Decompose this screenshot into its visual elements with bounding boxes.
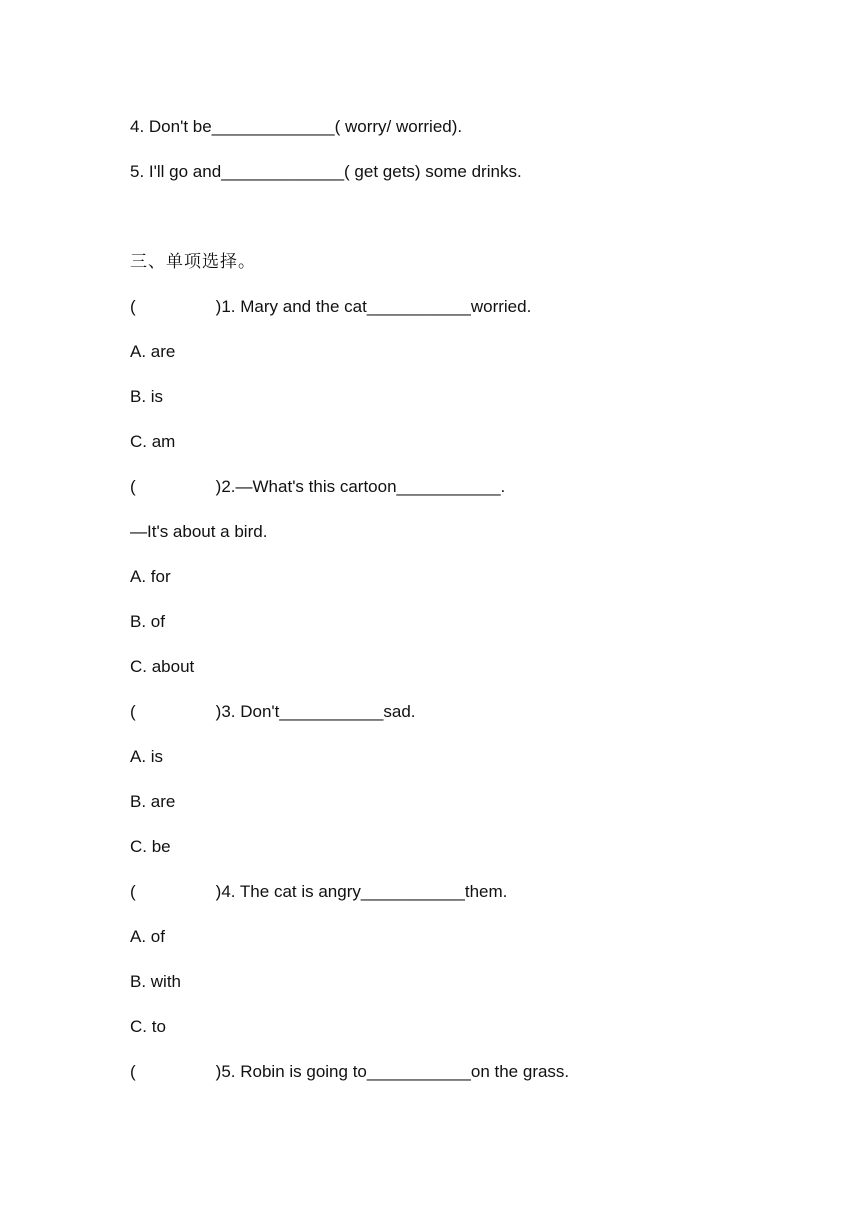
- question-4-option-c: C. to: [130, 1017, 166, 1036]
- question-4-option-a: A. of: [130, 927, 165, 946]
- question-5-text: )5. Robin is going to___________on the grass.: [215, 1062, 570, 1081]
- question-3-text: )3. Don't___________sad.: [215, 702, 416, 721]
- question-1-option-c: C. am: [130, 432, 176, 451]
- answer-paren-open: (: [130, 297, 136, 316]
- question-1-option-a: A. are: [130, 342, 176, 361]
- question-1-option-b: B. is: [130, 387, 164, 406]
- answer-paren-open: (: [130, 1062, 136, 1081]
- fill-in-item-4: 4. Don't be_____________( worry/ worried).: [130, 117, 463, 136]
- question-1-text: )1. Mary and the cat___________worried.: [215, 297, 532, 316]
- question-3-option-c: C. be: [130, 837, 171, 856]
- answer-paren-open: (: [130, 702, 136, 721]
- question-4-option-b: B. with: [130, 972, 182, 991]
- question-2-stem: [130, 476, 505, 498]
- question-3-stem: [130, 701, 416, 723]
- section-heading: 三、单项选择。: [130, 252, 256, 272]
- answer-paren-open: (: [130, 477, 136, 496]
- question-5-stem: [130, 1061, 569, 1083]
- answer-paren-open: (: [130, 882, 136, 901]
- question-1-stem: [130, 296, 531, 318]
- question-4-text: )4. The cat is angry___________them.: [215, 882, 508, 901]
- question-2-reply: —It's about a bird.: [130, 522, 268, 541]
- question-2-option-a: A. for: [130, 567, 171, 586]
- question-3-option-b: B. are: [130, 792, 176, 811]
- question-2-option-c: C. about: [130, 657, 195, 676]
- question-4-stem: [130, 881, 507, 903]
- fill-in-item-5: 5. I'll go and_____________( get gets) some drinks.: [130, 162, 522, 181]
- question-2-text: )2.—What's this cartoon___________.: [215, 477, 506, 496]
- question-2-option-b: B. of: [130, 612, 165, 631]
- question-3-option-a: A. is: [130, 747, 164, 766]
